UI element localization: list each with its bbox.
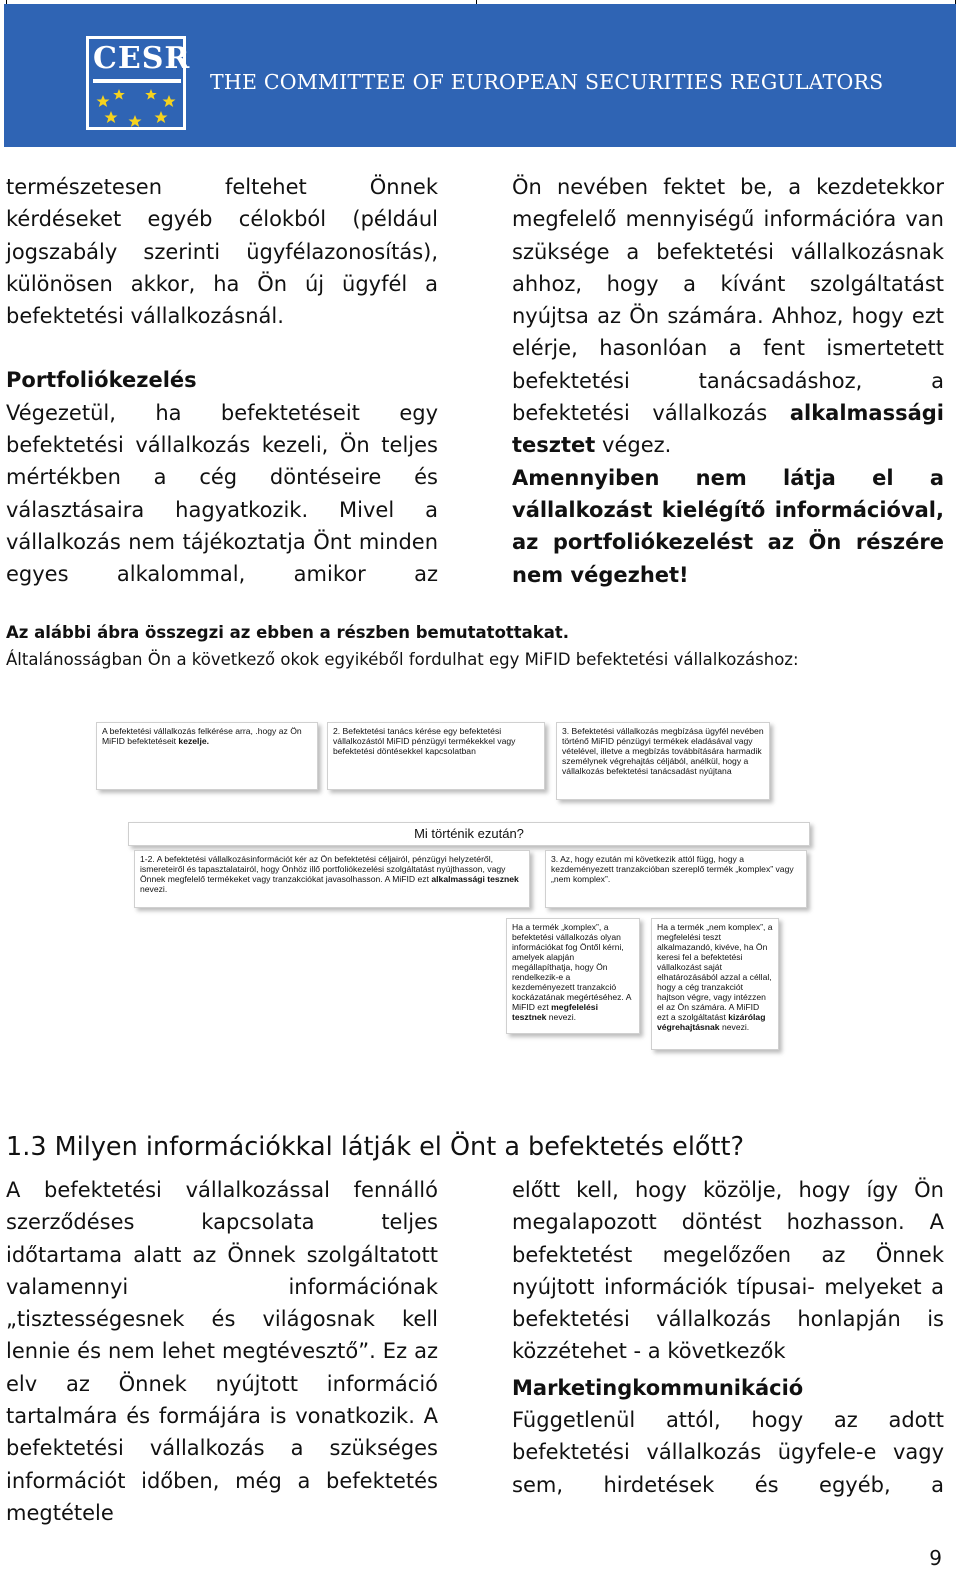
star-icon [105,111,118,123]
bottom-right-column [512,1174,944,1501]
paragraph: előtt kell, hogy közölje, hogy így Ön megalapozott döntést hozhasson. A befektetést megelőzően az Önnek nyújtott információk típusai- melyeket a befektetési vállalkozás honlapján is közzétehet - a következők [512,1178,944,1364]
logo-text: CESR [93,41,191,76]
top-right-column [512,171,944,591]
top-left-column [6,171,438,591]
box-text: 2. Befektetési tanács kérése egy befektetési vállalkozástól MiFID pénzügyi termékekkel vagy befektetési döntésekkel kapcsolatban [333,726,516,756]
bold-term: alkalmassági tesztet [512,401,944,458]
paragraph: A befektetési vállalkozással fennálló szerződéses kapcsolata teljes időtartama alatt az Önnek szolgáltatott valamennyi információnak „tisztességesnek és világosnak kell lennie és nem lehet megtévesztő”. Ez az elv az Önnek nyújtott információ tartalmára és formájára is vonatkozik. A befektetési vállalkozás a szükséges információt időben, még a befektetés megtétele [6,1178,438,1525]
diagram-box-3 [556,722,770,800]
box-text: Ha a termék „komplex”, a befektetési vállalkozás olyan információkat fog Öntől kérni, amelyek alapján megállapíthatja, hogy Ön rendelkezik-e a kezdeményezett tranzakció kockázatának megértéséhez. A MiFID ezt [512,922,631,1012]
paragraph [512,171,944,462]
box-bold: tesznek [487,874,519,884]
star-icon [155,111,168,123]
summary-line: Általánosságban Ön a következő okok egyikéből fordulhat egy MiFID befektetési vállalkozáshoz: [6,650,799,669]
diagram-box-6 [506,918,640,1034]
header-title: THE COMMITTEE OF EUROPEAN SECURITIES REGULATORS [210,70,884,94]
star-icon [163,95,176,107]
box-bold: megfelelési tesztnek [512,1002,598,1022]
cesr-logo [86,36,191,130]
star-icon [113,89,125,100]
bottom-left-column [6,1174,438,1529]
text-span: Ön nevében fektet be, a kezdetekkor megfelelő mennyiségű információra van szüksége a befektetési vállalkozásnak ahhoz, hogy a kívánt szolgáltatást nyújtsa az Ön számára. Ahhoz, hogy ezt elérje, hasonlóan a fent ismertetett befektetési tanácsadáshoz, a befektetési vállalkozás [512,175,944,426]
box-bold: alkalmassági [431,874,485,884]
warning-paragraph: Amennyiben nem látja el a vállalkozást kielégítő információval, az portfoliókezelést az Ön részére nem végezhet! [512,465,944,587]
box-text: nevezi. [548,1012,577,1022]
heading-portfoliokezeles: Portfoliókezelés [6,368,197,393]
diagram-box-4 [134,850,530,908]
paragraph: természetesen feltehet Önnek kérdéseket egyéb célokból (például jogszabály szerinti ügyfélazonosítás), különösen akkor, ha Ön új ügyfél a befektetési vállalkozásnál. [6,175,438,329]
header-banner [4,4,956,147]
box-text: Ha a termék „nem komplex”, a megfelelési teszt alkalmazandó, kivéve, ha Ön keresi fel a befektetési vállalkozást saját elhatározásából azzal a céllal, hogy a cég tranzakciót hajtson végre, vagy intézzen el az Ön számára. A MiFID ezt a szolgáltatást [657,922,773,1022]
paragraph: Függetlenül attól, hogy az adott befektetési vállalkozás ügyfele-e vagy sem, hirdetések és egyéb, a [512,1408,944,1497]
box-text: A befektetési vállalkozás felkérése arra, .hogy az Ön MiFID befektetéseit [102,726,302,746]
box-text: 1-2. A befektetési vállalkozásinformációt kér az Ön befektetési céljairól, pénzügyi helyzetéről, ismereteiről és tapasztalatairól, hogy Önhöz illő portfoliókezelési szolgáltatást nyújthasson, vagy Önnek megfelelő termékeket vagy tranzakciókat javasolhasson. A MiFID ezt [140,854,506,884]
star-icon [145,89,157,100]
paragraph-gap [6,332,438,364]
box-text: nevezi. [721,1022,750,1032]
box-bold: kezelje. [178,736,209,746]
star-icon [97,95,110,107]
summary-bold-line: Az alábbi ábra összegzi az ebben a részben bemutatottakat. [6,623,570,642]
diagram-box-5 [545,850,807,908]
heading-marketingkommunikacio: Marketingkommunikáció [512,1375,804,1400]
star-icon [129,115,142,127]
diagram-box-7 [651,918,779,1050]
diagram-bar-what-next: Mi történik ezután? [128,822,810,846]
eu-stars-icon [89,85,183,129]
logo-rule [93,79,181,83]
diagram-box-1 [96,722,318,790]
box-bold: kizárólag végrehajtásnak [657,1012,766,1032]
text-span: végez. [602,433,672,458]
paragraph: Végezetül, ha befektetéseit egy befektetési vállalkozás kezeli, Ön teljes mértékben a cég döntéseire és választásaira hagyatkozik. Mivel a vállalkozás nem tájékoztatja Önt minden egyes alkalommal, amikor az [6,400,438,587]
section-heading: 1.3 Milyen információkkal látják el Önt a befektetés előtt? [6,1132,745,1162]
box-text: nevezi. [140,884,168,894]
diagram-box-2 [327,722,545,790]
page-number: 9 [929,1546,942,1570]
box-text: 3. Az, hogy ezután mi következik attól függ, hogy a kezdeményezett tranzakcióban szereplő termék „komplex” vagy „nem komplex”. [551,854,794,884]
box-text: 3. Befektetési vállalkozás megbízása ügyfél nevében történő MiFID pénzügyi termékek eladásával vagy vételével, illetve a megbízás továbbítására harmadik személynek végrehajtás céljából, anélkül, hogy a vállalkozás befektetési tanácsadást nyújtana [562,726,764,776]
